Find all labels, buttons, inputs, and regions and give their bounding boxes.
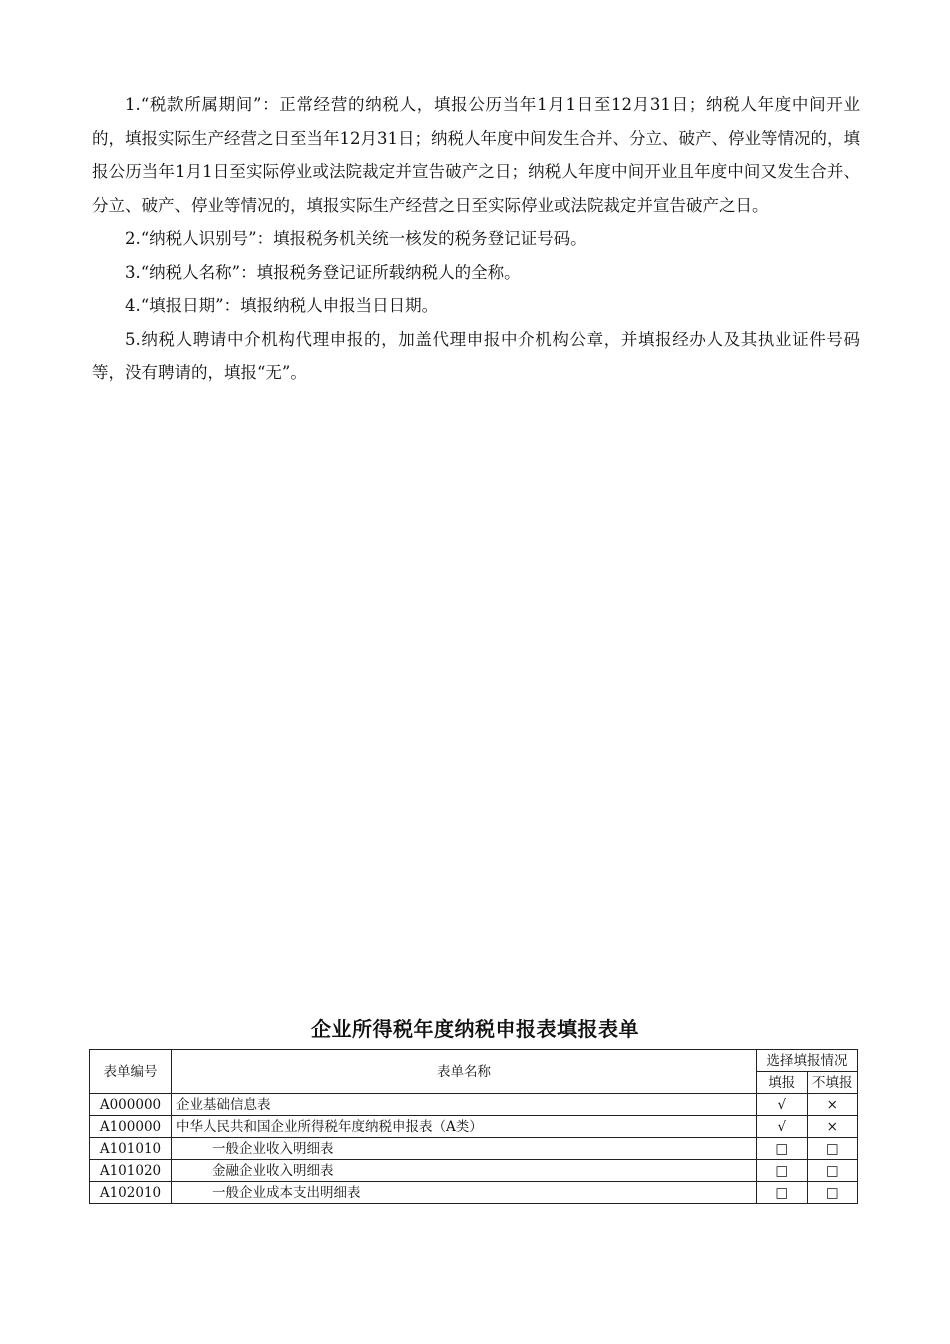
filling-instructions [92,88,860,390]
form-code: A000000 [90,1094,172,1116]
form-code: A102010 [90,1182,172,1204]
header-row [90,1050,858,1072]
header-selection: 选择填报情况 [757,1050,858,1072]
form-name: 中华人民共和国企业所得税年度纳税申报表（A类） [172,1116,757,1138]
instruction-1: 1.“税款所属期间”：正常经营的纳税人，填报公历当年1月1日至12月31日；纳税人年度中间开业的，填报实际生产经营之日至当年12月31日；纳税人年度中间发生合并、分立、破产、停业等情况的，填报公历当年1月1日至实际停业或法院裁定并宣告破产之日；纳税人年度中间开业且年度中间又发生合并、分立、破产、停业等情况的，填报实际生产经营之日至实际停业或法院裁定并宣告破产之日。 [92,95,860,215]
fill-checkbox[interactable]: □ [757,1160,808,1182]
table-row [90,1116,858,1138]
fill-mark[interactable]: √ [757,1116,808,1138]
table-row [90,1182,858,1204]
fill-checkbox[interactable]: □ [757,1182,808,1204]
instruction-3: 3.“纳税人名称”：填报税务登记证所载纳税人的全称。 [125,262,521,282]
not-fill-checkbox[interactable]: □ [807,1138,858,1160]
fill-mark[interactable]: √ [757,1094,808,1116]
not-fill-checkbox[interactable]: □ [807,1182,858,1204]
not-fill-mark[interactable]: × [807,1116,858,1138]
form-list-title: 企业所得税年度纳税申报表填报表单 [311,1017,639,1041]
table-row [90,1094,858,1116]
header-form-name: 表单名称 [172,1050,757,1094]
instruction-2: 2.“纳税人识别号”：填报税务机关统一核发的税务登记证号码。 [125,229,587,248]
header-form-code: 表单编号 [90,1050,172,1094]
not-fill-mark[interactable]: × [807,1094,858,1116]
fill-checkbox[interactable]: □ [757,1138,808,1160]
instruction-4: 4.“填报日期”：填报纳税人申报当日日期。 [125,296,439,315]
form-code: A101020 [90,1160,172,1182]
header-not-fill: 不填报 [807,1072,858,1094]
table-row [90,1138,858,1160]
form-name: 一般企业收入明细表 [172,1138,757,1160]
form-code: A100000 [90,1116,172,1138]
form-name: 企业基础信息表 [172,1094,757,1116]
not-fill-checkbox[interactable]: □ [807,1160,858,1182]
table-row [90,1160,858,1182]
form-name: 一般企业成本支出明细表 [172,1182,757,1204]
form-list-table [89,1049,858,1204]
form-name: 金融企业收入明细表 [172,1160,757,1182]
instruction-5: 5.纳税人聘请中介机构代理申报的，加盖代理申报中介机构公章，并填报经办人及其执业证件号码等，没有聘请的，填报“无”。 [92,329,860,382]
header-fill: 填报 [757,1072,808,1094]
form-code: A101010 [90,1138,172,1160]
